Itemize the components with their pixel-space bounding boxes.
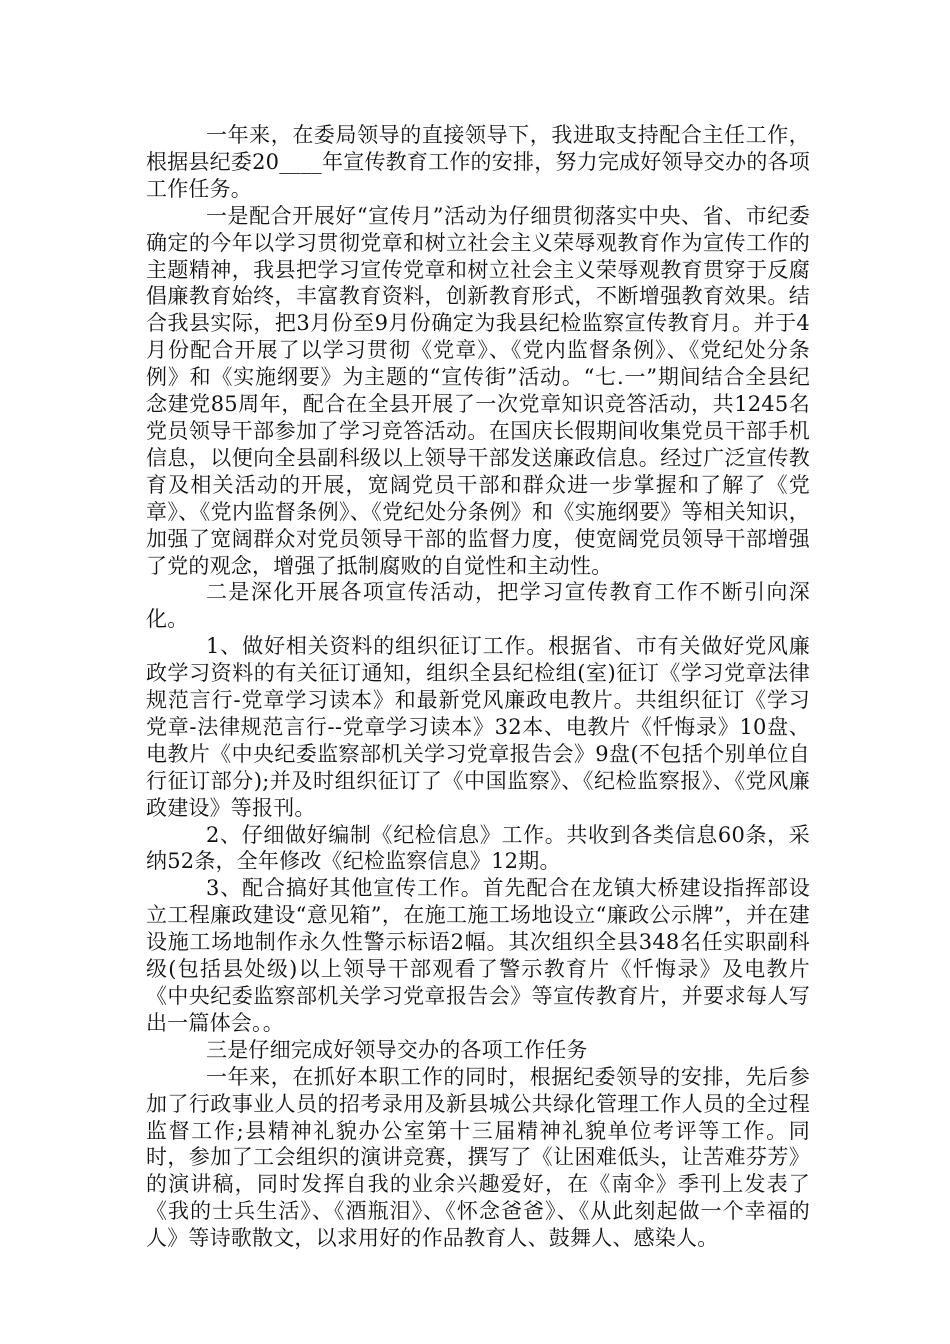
paragraph-leadership-tasks: 三是仔细完成好领导交办的各项工作任务 [206,1037,588,1062]
document-page [146,122,810,1252]
paragraph-deepen-publicity: 二是深化开展各项宣传活动，把学习宣传教育工作不断引向深化。 [146,580,810,632]
paragraph-intro: 一年来，在委局领导的直接领导下，我进取支持配合主任工作，根据县纪委20____年宣传教育工作的安排，努力完成好领导交办的各项工作任务。 [146,123,810,201]
paragraph-item-1: 1、做好相关资料的组织征订工作。根据省、市有关做好党风廉政学习资料的有关征订通知，组织全县纪检组(室)征订《学习党章法律规范言行-党章学习读本》和最新党风廉政电教片。共组织征订《学习党章-法律规范言行--党章学习读本》32本、电教片《忏悔录》10盘、电教片《中央纪委监察部机关学习党章报告会》9盘(不包括个别单位自行征订部分);并及时组织征订了《中国监察》、《纪检监察报》、《党风廉政建设》等报刊。 [146,634,810,820]
paragraph-item-2: 2、仔细做好编制《纪检信息》工作。共收到各类信息60条，采纳52条，全年修改《纪检监察信息》12期。 [146,822,810,874]
paragraph-item-3: 3、配合搞好其他宣传工作。首先配合在龙镇大桥建设指挥部设立工程廉政建设“意见箱”，在施工施工场地设立“廉政公示牌”，并在建设施工场地制作永久性警示标语2幅。其次组织全县348名任实职副科级(包括县处级)以上领导干部观看了警示教育片《忏悔录》及电教片《中央纪委监察部机关学习党章报告会》等宣传教育片，并要求每人写出一篇体会。。 [146,876,810,1035]
paragraph-conclusion: 一年来，在抓好本职工作的同时，根据纪委领导的安排，先后参加了行政事业人员的招考录用及新县城公共绿化管理工作人员的全过程监督工作;县精神礼貌办公室第十三届精神礼貌单位考评等工作。同时，参加了工会组织的演讲竞赛，撰写了《让困难低头，让苦难芬芳》的演讲稿，同时发挥自我的业余兴趣爱好，在《南伞》季刊上发表了《我的士兵生活》、《酒瓶泪》、《怀念爸爸》、《从此刻起做一个幸福的人》等诗歌散文，以求用好的作品教育人、鼓舞人、感染人。 [146,1064,810,1251]
paragraph-publicity-month: 一是配合开展好“宣传月”活动为仔细贯彻落实中央、省、市纪委确定的今年以学习贯彻党章和树立社会主义荣辱观教育作为宣传工作的主题精神，我县把学习宣传党章和树立社会主义荣辱观教育贯穿于反腐倡廉教育始终，丰富教育资料，创新教育形式，不断增强教育效果。结合我县实际，把3月份至9月份确定为我县纪检监察宣传教育月。并于4月份配合开展了以学习贯彻《党章》、《党内监督条例》、《党纪处分条例》和《实施纲要》为主题的“宣传街”活动。“七.一”期间结合全县纪念建党85周年，配合在全县开展了一次党章知识竞答活动，共1245名党员领导干部参加了学习竞答活动。在国庆长假期间收集党员干部手机信息，以便向全县副科级以上领导干部发送廉政信息。经过广泛宣传教育及相关活动的开展，宽阔党员干部和群众进一步掌握和了解了《党章》、《党内监督条例》、《党纪处分条例》和《实施纲要》等相关知识，加强了宽阔群众对党员领导干部的监督力度，使宽阔党员领导干部增强了党的观念，增强了抵制腐败的自觉性和主动性。 [146,203,810,578]
